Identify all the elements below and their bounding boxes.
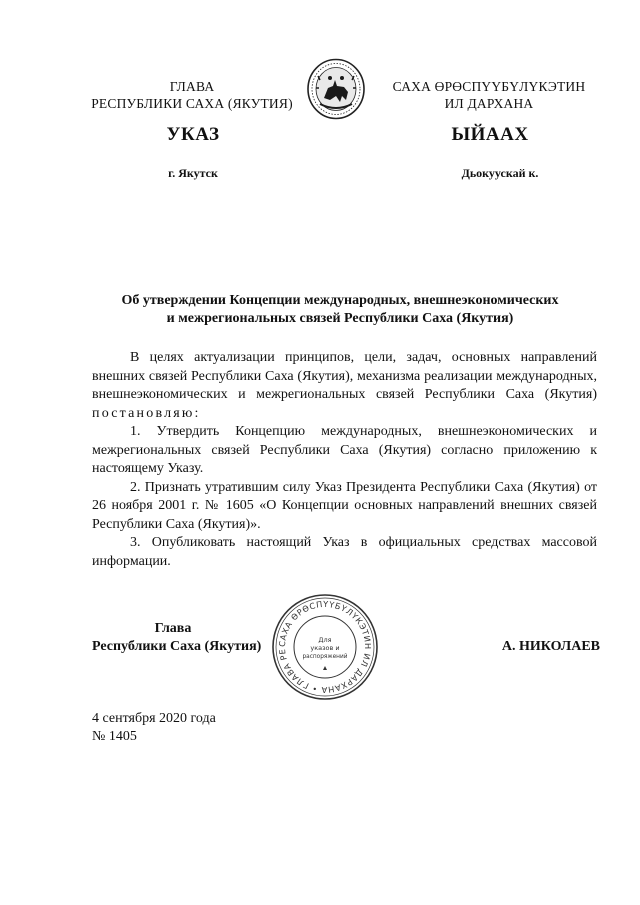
item-2: 2. Признать утратившим силу Указ Президента Республики Саха (Якутия) от 26 ноября 2001 г. № 1605 «О Концепции основных направлений внешних связей Республики Саха (Якутия)». — [92, 479, 597, 532]
subject-line1: Об утверждении Концепции международных, внешнеэкономических — [121, 293, 559, 308]
title-russian: УКАЗ — [166, 124, 220, 145]
signer-name: А. НИКОЛАЕВ — [501, 639, 600, 654]
document-subject — [60, 292, 620, 328]
signer-position-line1: Глава — [154, 621, 192, 636]
svg-text:САХА ӨРӨСПҮҮБҮЛҮКЭТИН ИЛ ДАРХА: САХА ӨРӨСПҮҮБҮЛҮКЭТИН ИЛ ДАРХАНА • ГЛАВА РЕ — [276, 598, 374, 696]
header-left — [86, 78, 298, 112]
intro-text: В целях актуализации принципов, цели, задач, основных направлений внешних связей Республики Саха (Якутия), механизма реализации международных, внешнеэкономических и межрегиональных связей Республики Саха (Якутия) — [92, 350, 597, 402]
header-right-line1: САХА ӨРӨСПҮҮБҮЛҮКЭТИН — [392, 79, 586, 94]
intro-paragraph — [92, 349, 597, 423]
item-3: 3. Опубликовать настоящий Указ в официальных средствах массовой информации. — [92, 535, 597, 569]
document-footer — [92, 710, 342, 746]
document-date: 4 сентября 2020 года — [92, 711, 216, 726]
city-russian: г. Якутск — [168, 166, 218, 180]
header-right-line2: ИЛ ДАРХАНА — [444, 96, 534, 111]
city-sakha: Дьокуускай к. — [461, 166, 539, 180]
svg-text:распоряжений: распоряжений — [302, 654, 348, 660]
header-left-line1: ГЛАВА — [169, 79, 215, 94]
decree-word: постановляю: — [92, 405, 201, 421]
svg-text:Для: Для — [318, 636, 332, 644]
signer-position-line2: Республики Саха (Якутия) — [92, 639, 262, 654]
svg-text:указов и: указов и — [310, 644, 340, 652]
document-body — [92, 349, 597, 571]
item-1: 1. Утвердить Концепцию международных, внешнеэкономических и межрегиональных связей Республики Саха (Якутия) согласно приложению к настоящему Указу. — [92, 424, 597, 476]
header-right — [386, 78, 592, 112]
coat-of-arms — [306, 58, 366, 120]
signer-position — [92, 620, 272, 656]
document-number: № 1405 — [92, 729, 137, 744]
header-left-line2: РЕСПУБЛИКИ САХА (ЯКУТИЯ) — [91, 96, 293, 111]
title-sakha: ЫЙААХ — [451, 124, 529, 145]
subject-line2: и межрегиональных связей Республики Саха (Якутия) — [166, 311, 514, 326]
official-stamp — [270, 592, 380, 702]
